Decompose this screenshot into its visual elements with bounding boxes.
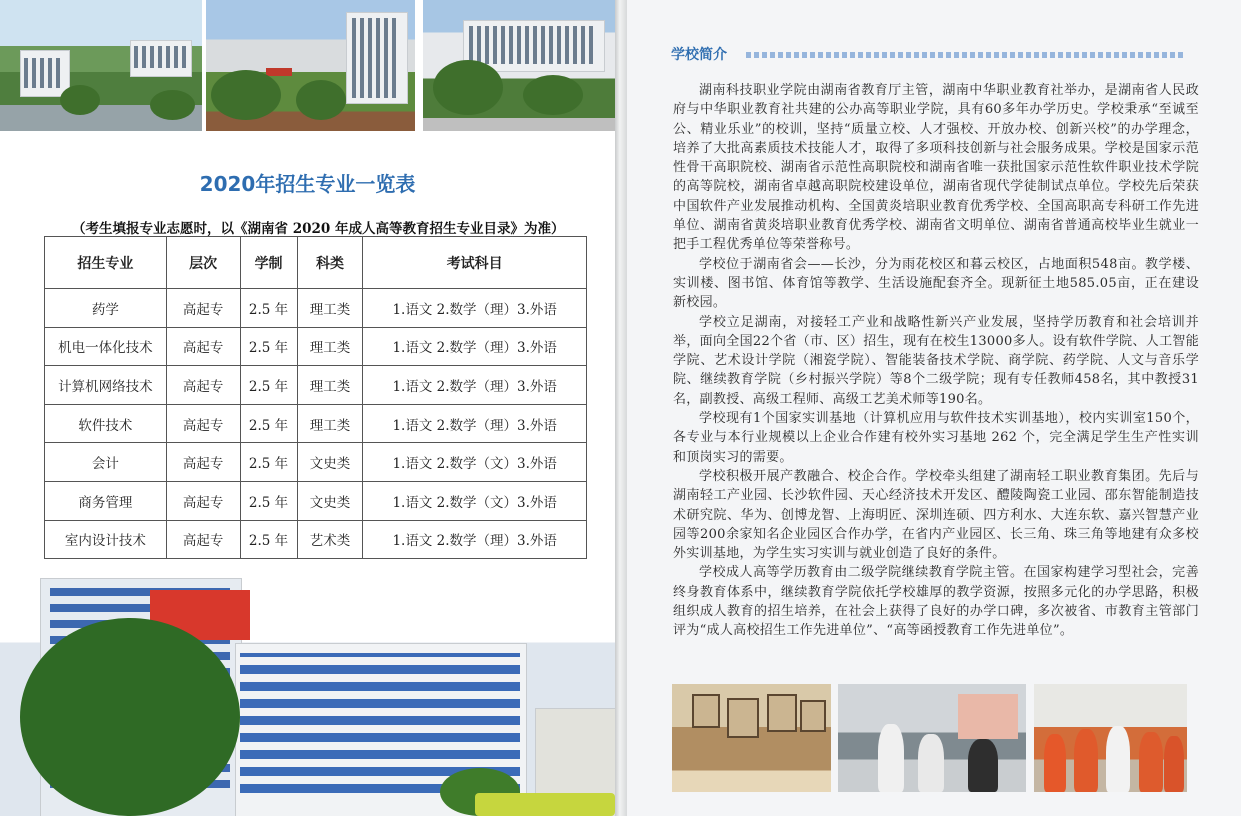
cell-duration: 2.5 年 xyxy=(240,327,297,366)
cell-major: 室内设计技术 xyxy=(45,520,167,559)
table-header-row xyxy=(45,237,587,289)
majors-table xyxy=(44,236,587,559)
cell-major: 商务管理 xyxy=(45,481,167,520)
lab-training-photo xyxy=(838,684,1026,792)
table-row xyxy=(45,520,587,559)
cell-duration: 2.5 年 xyxy=(240,404,297,443)
cell-subjects: 1.语文 2.数学（理）3.外语 xyxy=(363,327,587,366)
cell-level: 高起专 xyxy=(166,289,240,328)
school-intro-text xyxy=(673,81,1199,641)
cell-category: 艺术类 xyxy=(297,520,363,559)
cell-subjects: 1.语文 2.数学（理）3.外语 xyxy=(363,366,587,405)
header-exam-subjects: 考试科目 xyxy=(363,237,587,289)
cell-level: 高起专 xyxy=(166,327,240,366)
cell-major: 药学 xyxy=(45,289,167,328)
cell-major: 软件技术 xyxy=(45,404,167,443)
cell-duration: 2.5 年 xyxy=(240,366,297,405)
intro-paragraph: 学校成人高等学历教育由二级学院继续教育学院主管。在国家构建学习型社会，完善终身教育体系中，继续教育学院依托学校雄厚的教学资源，按照多元化的办学思路，积极组织成人教育的招生培养，在社会上获得了良好的办学口碑，多次被省、市教育主管部门评为“成人高校招生工作先进单位”、“高等函授教育工作先进单位”。 xyxy=(673,565,1199,639)
section-title: 学校简介 xyxy=(671,47,727,63)
campus-garden-photo xyxy=(206,0,415,131)
cell-subjects: 1.语文 2.数学（文）3.外语 xyxy=(363,443,587,482)
campus-aerial-photo xyxy=(0,0,202,131)
table-row xyxy=(45,327,587,366)
header-category: 科类 xyxy=(297,237,363,289)
table-row xyxy=(45,289,587,328)
cell-subjects: 1.语文 2.数学（理）3.外语 xyxy=(363,289,587,328)
intro-paragraph: 学校立足湖南，对接轻工产业和战略性新兴产业发展，坚持学历教育和社会培训并举，面向全国22个省（市、区）招生，现有在校生13000多人。设有软件学院、人工智能学院、艺术设计学院（湘瓷学院）、智能装备技术学院、商学院、药学院、人文与音乐学院、继续教育学院（乡村振兴学院）等8个二级学院；现有专任教师458名，其中教授31名，副教授、高级工程师、高级工艺美术师等190名。 xyxy=(673,314,1199,407)
cell-major: 计算机网络技术 xyxy=(45,366,167,405)
page-title: 2020年招生专业一览表 xyxy=(199,172,416,196)
intro-paragraph: 学校积极开展产教融合、校企合作。学校牵头组建了湖南轻工职业教育集团。先后与湖南轻工产业园、长沙软件园、天心经济技术开发区、醴陵陶瓷工业园、邵东智能制造技术研究院、华为、创博龙智、上海明匠、深圳连硕、四方利水、大连东软、嘉兴智慧产业园等200余家知名企业园区合作办学，在省内产业园区、长三角、珠三角等地建有众多校外实训基地，为学生实习实训与就业创造了良好的条件。 xyxy=(673,468,1199,562)
campus-main-building-photo xyxy=(0,568,615,816)
cell-duration: 2.5 年 xyxy=(240,481,297,520)
cell-subjects: 1.语文 2.数学（理）3.外语 xyxy=(363,520,587,559)
cell-subjects: 1.语文 2.数学（文）3.外语 xyxy=(363,481,587,520)
cell-category: 文史类 xyxy=(297,481,363,520)
section-title-decoration xyxy=(746,52,1186,58)
intro-paragraph: 学校位于湖南省会——长沙，分为雨花校区和暮云校区，占地面积548亩。教学楼、实训楼、图书馆、体育馆等教学、生活设施配套齐全。现新征土地585.05亩，正在建设新校园。 xyxy=(673,256,1199,311)
cell-category: 文史类 xyxy=(297,443,363,482)
cell-subjects: 1.语文 2.数学（理）3.外语 xyxy=(363,404,587,443)
header-major: 招生专业 xyxy=(45,237,167,289)
cell-category: 理工类 xyxy=(297,404,363,443)
table-row xyxy=(45,366,587,405)
cell-level: 高起专 xyxy=(166,404,240,443)
cell-level: 高起专 xyxy=(166,443,240,482)
cell-level: 高起专 xyxy=(166,520,240,559)
cell-level: 高起专 xyxy=(166,481,240,520)
intro-paragraph: 学校现有1个国家实训基地（计算机应用与软件技术实训基地），校内实训室150个，各专业与本行业规模以上企业合作建有校外实习基地 262 个，完全满足学生生产性实训和顶岗实习的需要。 xyxy=(673,411,1199,465)
cell-duration: 2.5 年 xyxy=(240,443,297,482)
students-activity-photo xyxy=(1034,684,1187,792)
cell-major: 机电一体化技术 xyxy=(45,327,167,366)
cell-major: 会计 xyxy=(45,443,167,482)
cell-duration: 2.5 年 xyxy=(240,520,297,559)
header-duration: 学制 xyxy=(240,237,297,289)
page-gutter xyxy=(615,0,627,816)
cell-duration: 2.5 年 xyxy=(240,289,297,328)
table-row xyxy=(45,481,587,520)
table-row xyxy=(45,443,587,482)
cell-category: 理工类 xyxy=(297,366,363,405)
campus-buildings-photo xyxy=(423,0,615,131)
enrollment-note: （考生填报专业志愿时，以《湖南省 2020 年成人高等教育招生专业目录》为准） xyxy=(72,221,565,237)
intro-paragraph: 湖南科技职业学院由湖南省教育厅主管，湖南中华职业教育社举办，是湖南省人民政府与中华职业教育社共建的公办高等职业学院，具有60多年办学历史。学校秉承“至诚至公、精业乐业”的校训，坚持“质量立校、人才强校、开放办校、创新兴校”的办学理念，培养了大批高素质技术技能人才，取得了多项科技创新与社会服务成果。学校是国家示范性骨干高职院校、湖南省示范性高职院校和湖南省唯一获批国家示范性软件职业技术学院的高等院校，湖南省卓越高职院校建设单位，湖南省现代学徒制试点单位。学校先后荣获中国软件产业发展推动机构、全国黄炎培职业教育优秀学校、全国高职高专科研工作先进单位、湖南省黄炎培职业教育优秀学校、湖南省文明单位、湖南省普通高校毕业生就业一把手工程优秀单位等荣誉称号。 xyxy=(673,83,1199,253)
cell-category: 理工类 xyxy=(297,327,363,366)
table-row xyxy=(45,404,587,443)
exhibition-hall-photo xyxy=(672,684,831,792)
cell-level: 高起专 xyxy=(166,366,240,405)
cell-category: 理工类 xyxy=(297,289,363,328)
header-level: 层次 xyxy=(166,237,240,289)
